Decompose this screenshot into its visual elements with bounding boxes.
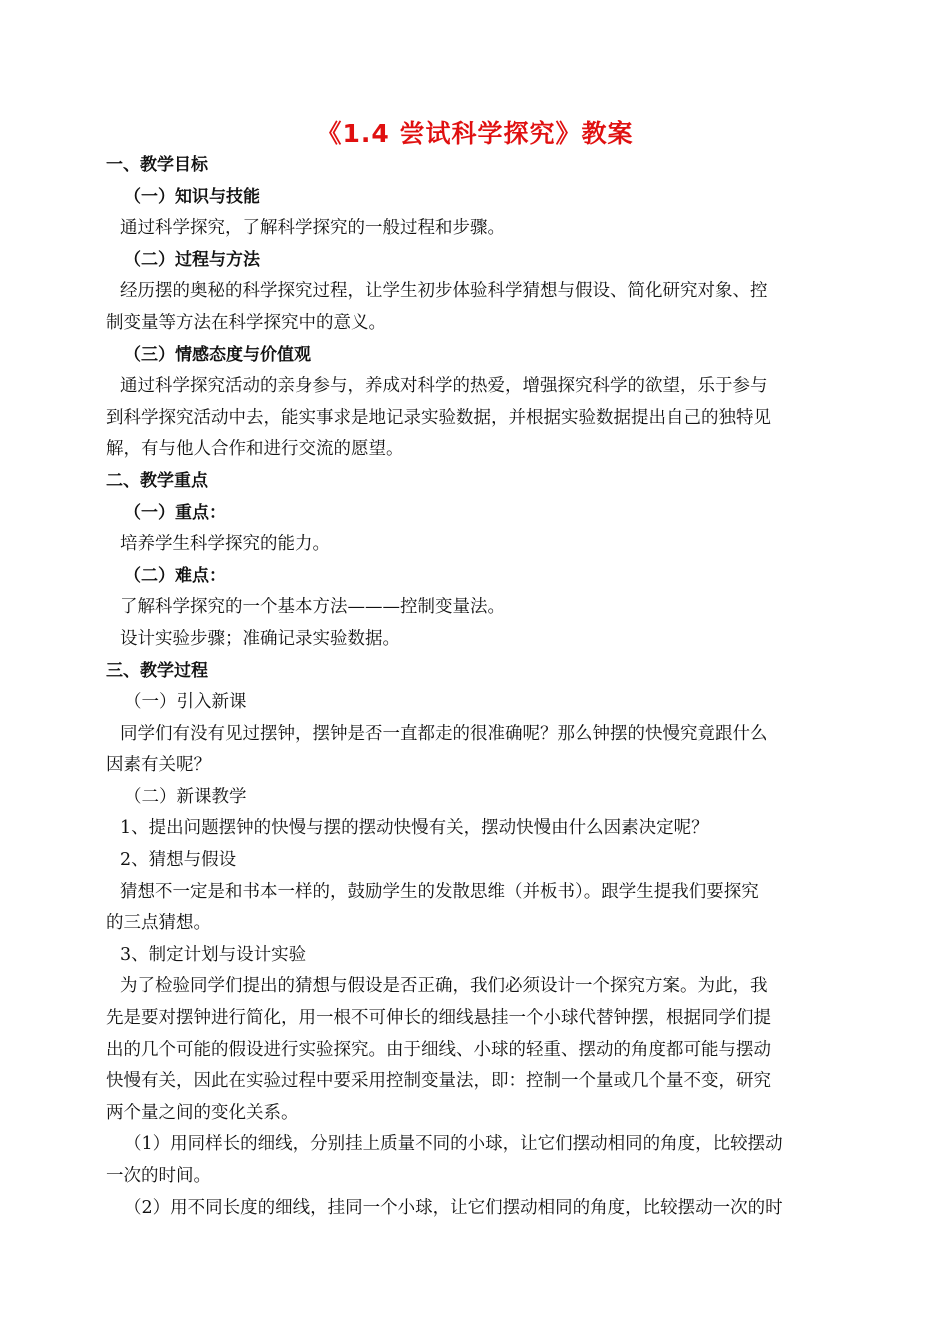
paragraph-line: 猜想不一定是和书本一样的，鼓励学生的发散思维（并板书）。跟学生提我们要探究 <box>120 881 759 902</box>
subheading-difficulty: （二）难点： <box>124 565 226 586</box>
paragraph-line: 先是要对摆钟进行简化，用一根不可伸长的细线悬挂一个小球代替钟摆，根据同学们提 <box>106 1008 771 1029</box>
subheading-new-lesson: （二）新课教学 <box>124 786 247 807</box>
paragraph-line: 通过科学探究活动的亲身参与，养成对科学的热爱，增强探究科学的欲望，乐于参与 <box>120 376 768 397</box>
paragraph-line: 因素有关呢？ <box>106 755 211 776</box>
subheading-introduction: （一）引入新课 <box>124 692 247 713</box>
paragraph-line: 快慢有关，因此在实验过程中要采用控制变量法，即：控制一个量或几个量不变，研究 <box>106 1071 771 1092</box>
experiment-step: （2）用不同长度的细线，挂同一个小球，让它们摆动相同的角度，比较摆动一次的时 <box>124 1197 783 1218</box>
paragraph-line: 出的几个可能的假设进行实验探究。由于细线、小球的轻重、摆动的角度都可能与摆动 <box>106 1039 771 1060</box>
section-heading-key-points: 二、教学重点 <box>106 470 208 491</box>
subheading-attitude-values: （三）情感态度与价值观 <box>124 344 311 365</box>
document-title: 《1.4 尝试科学探究》教案 <box>316 119 634 148</box>
paragraph-line: 制变量等方法在科学探究中的意义。 <box>106 312 386 333</box>
subheading-key-point: （一）重点： <box>124 502 226 523</box>
list-item: 1、提出问题摆钟的快慢与摆的摆动快慢有关，摆动快慢由什么因素决定呢？ <box>120 818 709 839</box>
paragraph-line: 同学们有没有见过摆钟，摆钟是否一直都走的很准确呢？那么钟摆的快慢究竟跟什么 <box>120 723 768 744</box>
paragraph-line: 两个量之间的变化关系。 <box>106 1102 299 1123</box>
subheading-process-method: （二）过程与方法 <box>124 249 260 270</box>
list-item: 3、制定计划与设计实验 <box>120 944 307 965</box>
paragraph-line: 经历摆的奥秘的科学探究过程，让学生初步体验科学猜想与假设、简化研究对象、控 <box>120 281 768 302</box>
section-heading-objectives: 一、教学目标 <box>106 155 208 175</box>
paragraph-line: 到科学探究活动中去，能实事求是地记录实验数据，并根据实验数据提出自己的独特见 <box>106 407 771 428</box>
paragraph-line: 通过科学探究，了解科学探究的一般过程和步骤。 <box>120 218 505 239</box>
paragraph-line: 了解科学探究的一个基本方法———控制变量法。 <box>120 597 505 618</box>
document-body <box>106 150 848 1224</box>
section-heading-process: 三、教学过程 <box>106 660 208 681</box>
experiment-step: （1）用同样长的细线，分别挂上质量不同的小球，让它们摆动相同的角度，比较摆动 <box>124 1134 783 1155</box>
paragraph-line: 为了检验同学们提出的猜想与假设是否正确，我们必须设计一个探究方案。为此，我 <box>120 976 768 997</box>
paragraph-line: 设计实验步骤；准确记录实验数据。 <box>120 628 400 649</box>
paragraph-line: 培养学生科学探究的能力。 <box>120 534 330 555</box>
list-item: 2、猜想与假设 <box>120 850 237 871</box>
paragraph-line: 一次的时间。 <box>106 1166 211 1186</box>
subheading-knowledge-skills: （一）知识与技能 <box>124 186 260 207</box>
paragraph-line: 的三点猜想。 <box>106 913 211 934</box>
paragraph-line: 解，有与他人合作和进行交流的愿望。 <box>106 439 404 460</box>
